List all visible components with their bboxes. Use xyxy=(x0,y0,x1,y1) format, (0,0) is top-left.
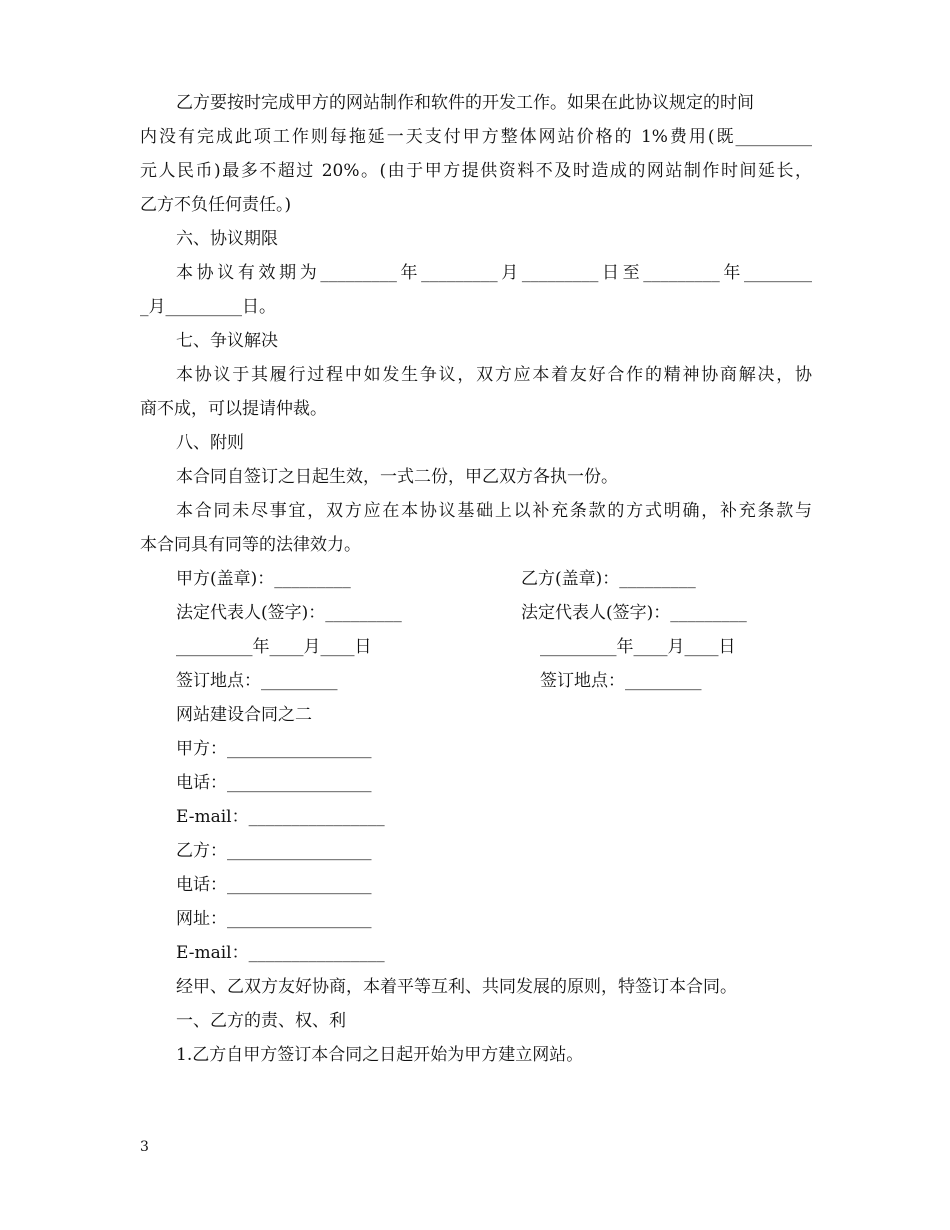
party-a-phone-field: 电话：_________________ xyxy=(176,773,372,793)
party-b-email-field: E-mail：________________ xyxy=(176,943,385,963)
paragraph-line: 本协议有效期为_________年_________月_________日至_________年________ xyxy=(176,263,812,283)
paragraph-line: 乙方要按时完成甲方的网站制作和软件的开发工作。如果在此协议规定的时间 xyxy=(176,93,754,113)
party-b-signing-place: 签订地点：_________ xyxy=(540,671,702,691)
party-a-date: _________年____月____日 xyxy=(176,637,372,657)
clause-item: 1.乙方自甲方签订本合同之日起开始为甲方建立网站。 xyxy=(176,1045,584,1065)
paragraph-line: 本协议于其履行过程中如发生争议，双方应本着友好合作的精神协商解决，协 xyxy=(176,365,812,385)
party-b-seal: 乙方(盖章)：_________ xyxy=(521,569,696,589)
party-a-representative: 法定代表人(签字)：_________ xyxy=(176,603,402,623)
section-heading: 一、乙方的责、权、利 xyxy=(176,1011,346,1031)
page-number: 3 xyxy=(140,1139,149,1155)
paragraph-line: 本合同具有同等的法律效力。 xyxy=(140,535,361,555)
party-b-date: _________年____月____日 xyxy=(540,637,736,657)
paragraph-line: 本合同自签订之日起生效，一式二份，甲乙双方各执一份。 xyxy=(176,467,618,487)
section-heading: 六、协议期限 xyxy=(176,229,278,249)
paragraph-line: 商不成，可以提请仲裁。 xyxy=(140,399,327,419)
party-b-representative: 法定代表人(签字)：_________ xyxy=(521,603,747,623)
party-b-field: 乙方：_________________ xyxy=(176,841,372,861)
paragraph-line: 本合同未尽事宜，双方应在本协议基础上以补充条款的方式明确，补充条款与 xyxy=(176,501,812,521)
paragraph-line: _月_________日。 xyxy=(140,297,276,317)
contract-2-title: 网站建设合同之二 xyxy=(176,705,312,725)
section-heading: 八、附则 xyxy=(176,433,244,453)
paragraph-line: 内没有完成此项工作则每拖延一天支付甲方整体网站价格的 1%费用(既_________ xyxy=(140,127,812,147)
party-a-signing-place: 签订地点：_________ xyxy=(176,671,338,691)
party-a-field: 甲方：_________________ xyxy=(176,739,372,759)
party-a-email-field: E-mail：________________ xyxy=(176,807,385,827)
party-b-phone-field: 电话：_________________ xyxy=(176,875,372,895)
contract-2-intro: 经甲、乙双方友好协商，本着平等互利、共同发展的原则，特签订本合同。 xyxy=(176,977,737,997)
party-b-website-field: 网址：_________________ xyxy=(176,909,372,929)
paragraph-line: 乙方不负任何责任。) xyxy=(140,195,292,215)
paragraph-line: 元人民币)最多不超过 20%。(由于甲方提供资料不及时造成的网站制作时间延长， xyxy=(140,161,812,181)
section-heading: 七、争议解决 xyxy=(176,331,278,351)
party-a-seal: 甲方(盖章)：_________ xyxy=(176,569,351,589)
